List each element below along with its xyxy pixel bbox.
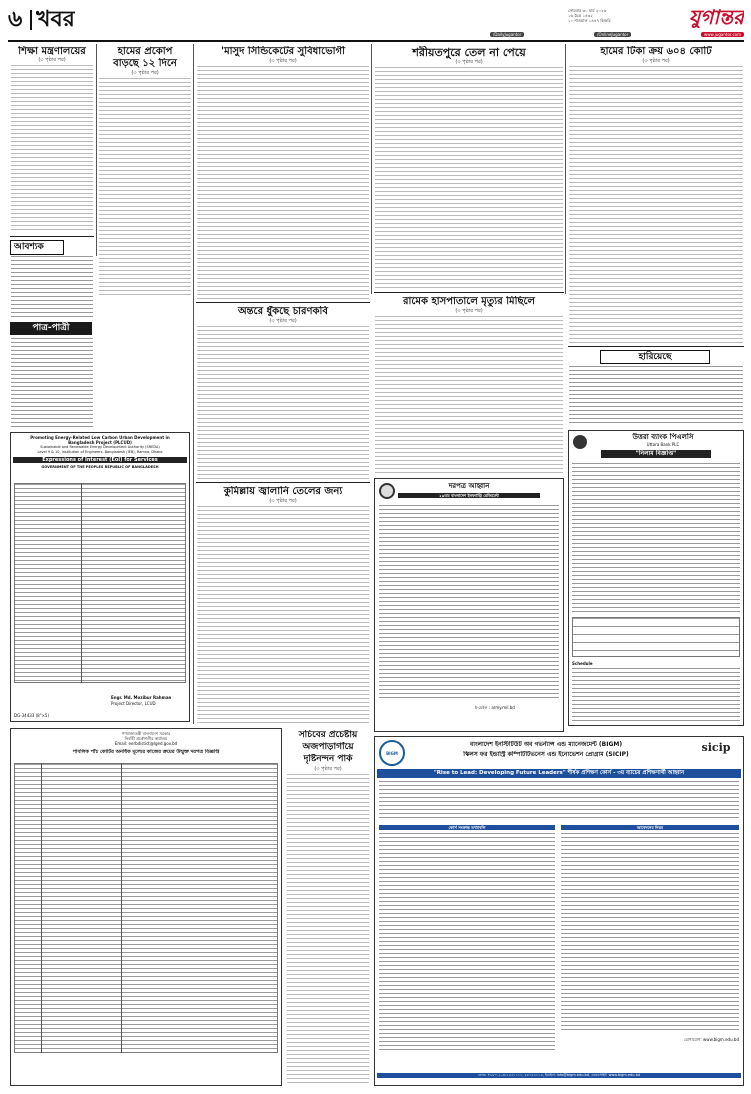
date-line-3: ১০ শাওয়াল ১৪৪৭ হিজরি	[568, 18, 611, 23]
bigm-logo	[379, 740, 405, 766]
tender-table	[14, 763, 278, 1053]
dorpotro-body	[379, 505, 559, 701]
article-body	[197, 326, 369, 480]
tender-issuer-1: গণপ্রজাতন্ত্রী বাংলাদেশ সরকার	[121, 731, 171, 736]
bigm-footer: ফোন: +৮৮০-২-৫৮১৫২১১১১, ৫৮১৫২১১৪, ইমেইল: info@bigm.edu.bd, ওয়েবসাইট: www.bigm.edu.bd	[377, 1073, 741, 1078]
article-body	[375, 316, 563, 474]
section-rule	[196, 482, 370, 483]
header-rule	[8, 40, 744, 42]
headline-shiksha: শিক্ষা মন্ত্রণালয়ের	[18, 46, 86, 57]
classified-body	[11, 256, 93, 318]
bank-logo-icon	[573, 435, 587, 449]
eoi-title-4: Level 9 & 10, Institution of Engineers, Bangladesh (IEB), Ramna, Dhaka	[37, 450, 163, 454]
bigm-contact[interactable]: যোগাযোগ: www.bigm.edu.bd	[683, 1037, 739, 1042]
classified-body	[569, 366, 743, 426]
website-link[interactable]: www.jugantor.com	[701, 32, 744, 37]
bigm-course-body	[379, 833, 555, 1053]
headline-ham-tika: হামের টিকা ক্রয় ৬০৪ কোটি	[600, 46, 712, 57]
continued-marker: (৩ পৃষ্ঠার পর)	[131, 70, 159, 76]
bigm-banner: "Rise to Lead: Developing Future Leaders" শীর্ষক প্রশিক্ষণ কোর্স - ৩য় ব্যাচের প্রশিক্ষণার্থী আহ্বান	[377, 769, 741, 778]
header-divider	[30, 10, 32, 30]
masthead-logo: যুগান্তর	[688, 6, 744, 28]
classified-aboshshok-header: আবশ্যক	[10, 240, 64, 255]
eoi-advertisement	[10, 432, 190, 722]
continued-marker: (৩ পৃষ্ঠার পর)	[314, 766, 342, 772]
classified-patro-header: পাত্র-পাত্রী	[10, 322, 92, 335]
eoi-title-3: Sustainable and Renewable Energy Development Authority (SREDA)	[40, 445, 160, 449]
bank-body	[572, 463, 740, 613]
headline-ramek: রামেক হাসপাতালে মৃত্যুর মিছিলে	[403, 296, 535, 307]
section-rule	[196, 302, 370, 303]
date-line-2: ১৬ চৈত্র ১৪৩২	[568, 13, 593, 18]
social-bar	[490, 30, 744, 38]
headline-shariatpur: শরীয়তপুরে তেল না পেয়ে	[412, 46, 526, 59]
dorpotro-title: দরপত্র আহ্বান	[448, 482, 490, 490]
continued-marker: (৩ পৃষ্ঠার পর)	[38, 57, 66, 63]
bigm-program: স্কিলস ফর ইন্ডাস্ট্রি কম্পিটিটিভনেস এন্ড ইনোভেশন প্রোগ্রাম (SICIP)	[463, 751, 629, 758]
bank-subtitle: Uttara Bank PLC	[646, 442, 680, 447]
eoi-table	[14, 483, 186, 683]
article-body	[197, 506, 369, 724]
section-title: খবর	[36, 6, 75, 32]
article-body	[569, 66, 743, 344]
article-body	[375, 67, 563, 289]
column-rule	[371, 44, 372, 294]
bigm-apply-label: আবেদনের নিয়ম	[561, 825, 739, 830]
column-rule	[96, 44, 97, 256]
classified-harieche-header: হারিয়েছে	[600, 350, 710, 364]
tender-title: পাবলিক পাঁচ কোটির অনধিক মূল্যের কাজের ক্রয়ের উন্মুক্ত দরপত্র বিজ্ঞপ্তি	[72, 749, 220, 755]
article-body	[287, 774, 369, 1086]
continued-marker: (৩ পৃষ্ঠার পর)	[455, 308, 483, 314]
date-line-1: সোমবার ৩০ মার্চ ২০২৬	[568, 8, 607, 13]
classified-body	[11, 338, 93, 428]
eoi-title-2: Bangladesh Project (PLCUD)	[68, 440, 132, 445]
bigm-course-label: কোর্স সংক্রান্ত তথ্যাবলি	[379, 825, 555, 830]
column-rule	[193, 44, 194, 724]
headline-sochib-2: অজপাড়াগাঁয়ে	[302, 742, 354, 752]
section-rule	[568, 346, 744, 347]
eoi-table-divider	[81, 483, 82, 683]
bigm-name: বাংলাদেশ ইনস্টিটিউট অব গভর্ন্যান্স এন্ড ম্যানেজমেন্ট (BIGM)	[469, 741, 623, 748]
bigm-intro	[379, 781, 739, 821]
section-rule	[10, 236, 94, 237]
headline-masud: 'মাসুদ সিন্ডিকেটের সুবিধাভোগী	[221, 46, 345, 57]
facebook-link[interactable]: /DailyJugantor	[490, 32, 524, 37]
eoi-heading: Expressions of Interest (EoI) for Services	[13, 457, 187, 463]
continued-marker: (৩ পৃষ্ঠার পর)	[269, 58, 297, 64]
bigm-apply-body	[561, 833, 739, 1033]
dorpotro-notice	[374, 478, 564, 732]
bigm-logo-text: BIGM	[386, 750, 398, 756]
headline-ham-prokop-1: হামের প্রকোপ	[117, 46, 173, 57]
bigm-advertisement	[374, 736, 744, 1086]
tender-email: Email: eerbdistict@lged.gov.bd	[114, 741, 178, 746]
dorpotro-email: ই-মেইল : army.mil.bd	[475, 705, 515, 710]
eoi-code: DG-34433 (8"×5)	[14, 713, 50, 718]
bank-name: উত্তরা ব্যাংক পিএলসি	[632, 433, 694, 441]
tender-table-divider	[41, 763, 42, 1053]
youtube-link[interactable]: /OnlineJugantor	[594, 32, 631, 37]
page-number: ৬	[8, 6, 23, 32]
eoi-signer: Engr. Md. Mozibur Rahman	[111, 695, 172, 700]
tender-issuer-2: নির্বাহী প্রকৌশলীর কার্যালয়	[124, 736, 168, 741]
continued-marker: (৩ পৃষ্ঠার পর)	[269, 498, 297, 504]
headline-sochib-1: সচিবের প্রচেষ্টায়	[298, 730, 358, 740]
date-block	[568, 8, 648, 23]
column-rule	[565, 44, 566, 294]
headline-ostore: অন্তরে ধুঁকছে চারণকবি	[238, 306, 328, 317]
bank-schedule-body	[572, 668, 740, 722]
army-emblem-icon	[379, 483, 395, 499]
continued-marker: (৩ পৃষ্ঠার পর)	[269, 318, 297, 324]
bank-table	[572, 617, 740, 657]
eoi-signer-title: Project Director, LCUD	[111, 701, 156, 706]
bank-schedule: Schedule	[572, 661, 593, 666]
section-rule	[374, 292, 564, 293]
tender-table-divider	[121, 763, 122, 1053]
tender-notice-left	[10, 728, 282, 1086]
headline-ham-prokop-2: বাড়ছে ১২ দিনে	[113, 58, 177, 69]
continued-marker: (৩ পৃষ্ঠার পর)	[455, 59, 483, 65]
headline-sochib-3: দৃষ্টিনন্দন পার্ক	[303, 754, 353, 764]
bank-notice-title: "নিলাম বিজ্ঞপ্তি"	[601, 450, 711, 458]
sicip-logo: sicip	[701, 741, 731, 754]
eoi-title-1: Promoting Energy-Related Low Carbon Urban Development in	[30, 435, 170, 440]
dorpotro-issuer: ২৯তম বাংলাদেশ ইনফ্যান্ট্রি রেজিমেন্ট	[398, 493, 540, 498]
eoi-government: GOVERNMENT OF THE PEOPLES REPUBLIC OF BANGLADESH	[41, 465, 159, 469]
headline-cumilla: কুমিল্লায় জ্বালানি তেলের জন্য	[223, 486, 343, 497]
article-body	[197, 66, 369, 302]
bank-auction-notice	[568, 430, 744, 726]
article-body	[99, 78, 191, 296]
article-body	[11, 65, 93, 233]
continued-marker: (৩ পৃষ্ঠার পর)	[642, 58, 670, 64]
